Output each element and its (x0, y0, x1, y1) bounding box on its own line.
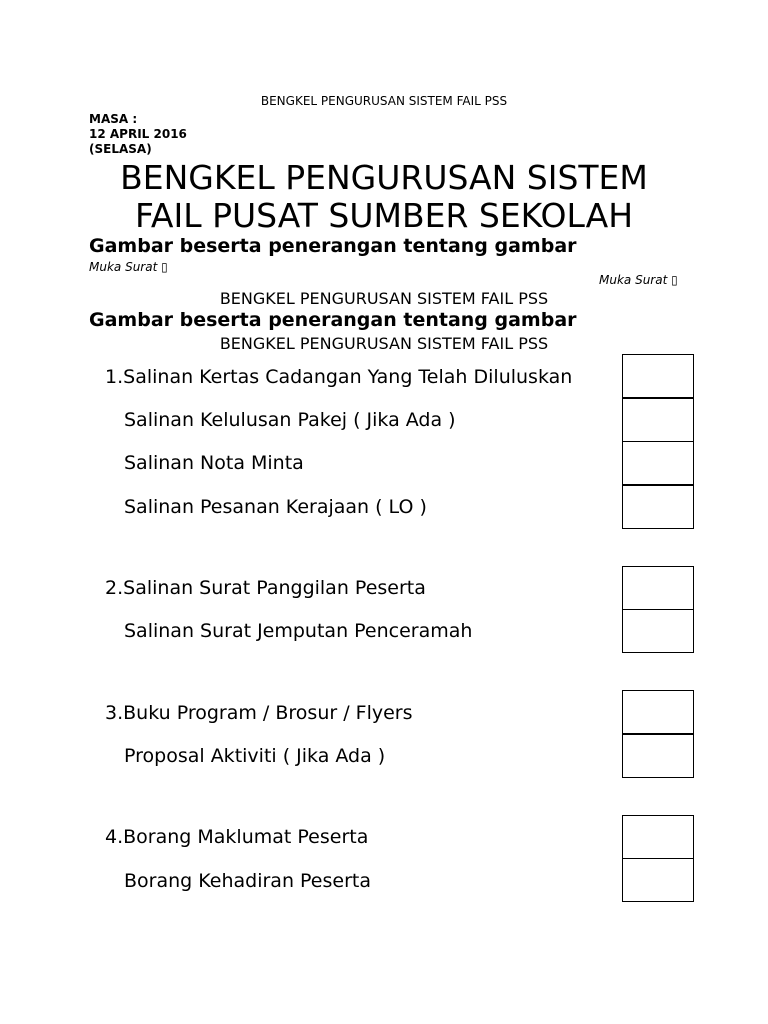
section-number: 3. (105, 702, 124, 724)
checkbox[interactable] (622, 815, 694, 859)
checkbox[interactable] (622, 690, 694, 734)
checkbox[interactable] (622, 441, 694, 485)
section-number: 1. (105, 366, 124, 388)
item-text: Salinan Surat Panggilan Peserta (123, 577, 426, 599)
date-label: 12 APRIL 2016 (89, 127, 187, 141)
checkbox[interactable] (622, 734, 694, 778)
checklist-item: Salinan Nota Minta (124, 452, 304, 474)
time-label: MASA : (89, 112, 138, 126)
checklist-item: Borang Kehadiran Peserta (124, 870, 371, 892)
section-number: 4. (105, 826, 124, 848)
title-line-1: BENGKEL PENGURUSAN SISTEM (120, 158, 648, 197)
checkbox[interactable] (622, 609, 694, 653)
checklist-item: Salinan Pesanan Kerajaan ( LO ) (124, 496, 427, 518)
checkbox[interactable] (622, 858, 694, 902)
checklist-item (105, 702, 413, 724)
checkbox[interactable] (622, 354, 694, 398)
item-text: Borang Maklumat Peserta (123, 826, 369, 848)
title-line-2: FAIL PUSAT SUMBER SEKOLAH (134, 196, 634, 235)
checkbox[interactable] (622, 485, 694, 529)
checkbox[interactable] (622, 398, 694, 442)
mid-header: BENGKEL PENGURUSAN SISTEM FAIL PSS (219, 289, 549, 308)
item-text: Buku Program / Brosur / Flyers (123, 702, 413, 724)
page-note-right: Muka Surat ▯ (599, 273, 678, 287)
subtitle-2: Gambar beserta penerangan tentang gambar (89, 309, 577, 331)
checklist-item (105, 577, 426, 599)
page-note-left: Muka Surat ▯ (89, 260, 168, 274)
day-label: (SELASA) (89, 142, 152, 156)
checklist-item: Salinan Kelulusan Pakej ( Jika Ada ) (124, 409, 456, 431)
checklist-item: Proposal Aktiviti ( Jika Ada ) (124, 745, 386, 767)
checklist-item (105, 366, 572, 388)
section-number: 2. (105, 577, 124, 599)
checkbox[interactable] (622, 566, 694, 610)
subtitle-1: Gambar beserta penerangan tentang gambar (89, 235, 577, 257)
checklist-item (105, 826, 368, 848)
top-header: BENGKEL PENGURUSAN SISTEM FAIL PSS (260, 94, 508, 108)
list-header: BENGKEL PENGURUSAN SISTEM FAIL PSS (219, 334, 549, 353)
item-text: Salinan Kertas Cadangan Yang Telah Diluluskan (123, 366, 573, 388)
checklist-item: Salinan Surat Jemputan Penceramah (124, 620, 473, 642)
